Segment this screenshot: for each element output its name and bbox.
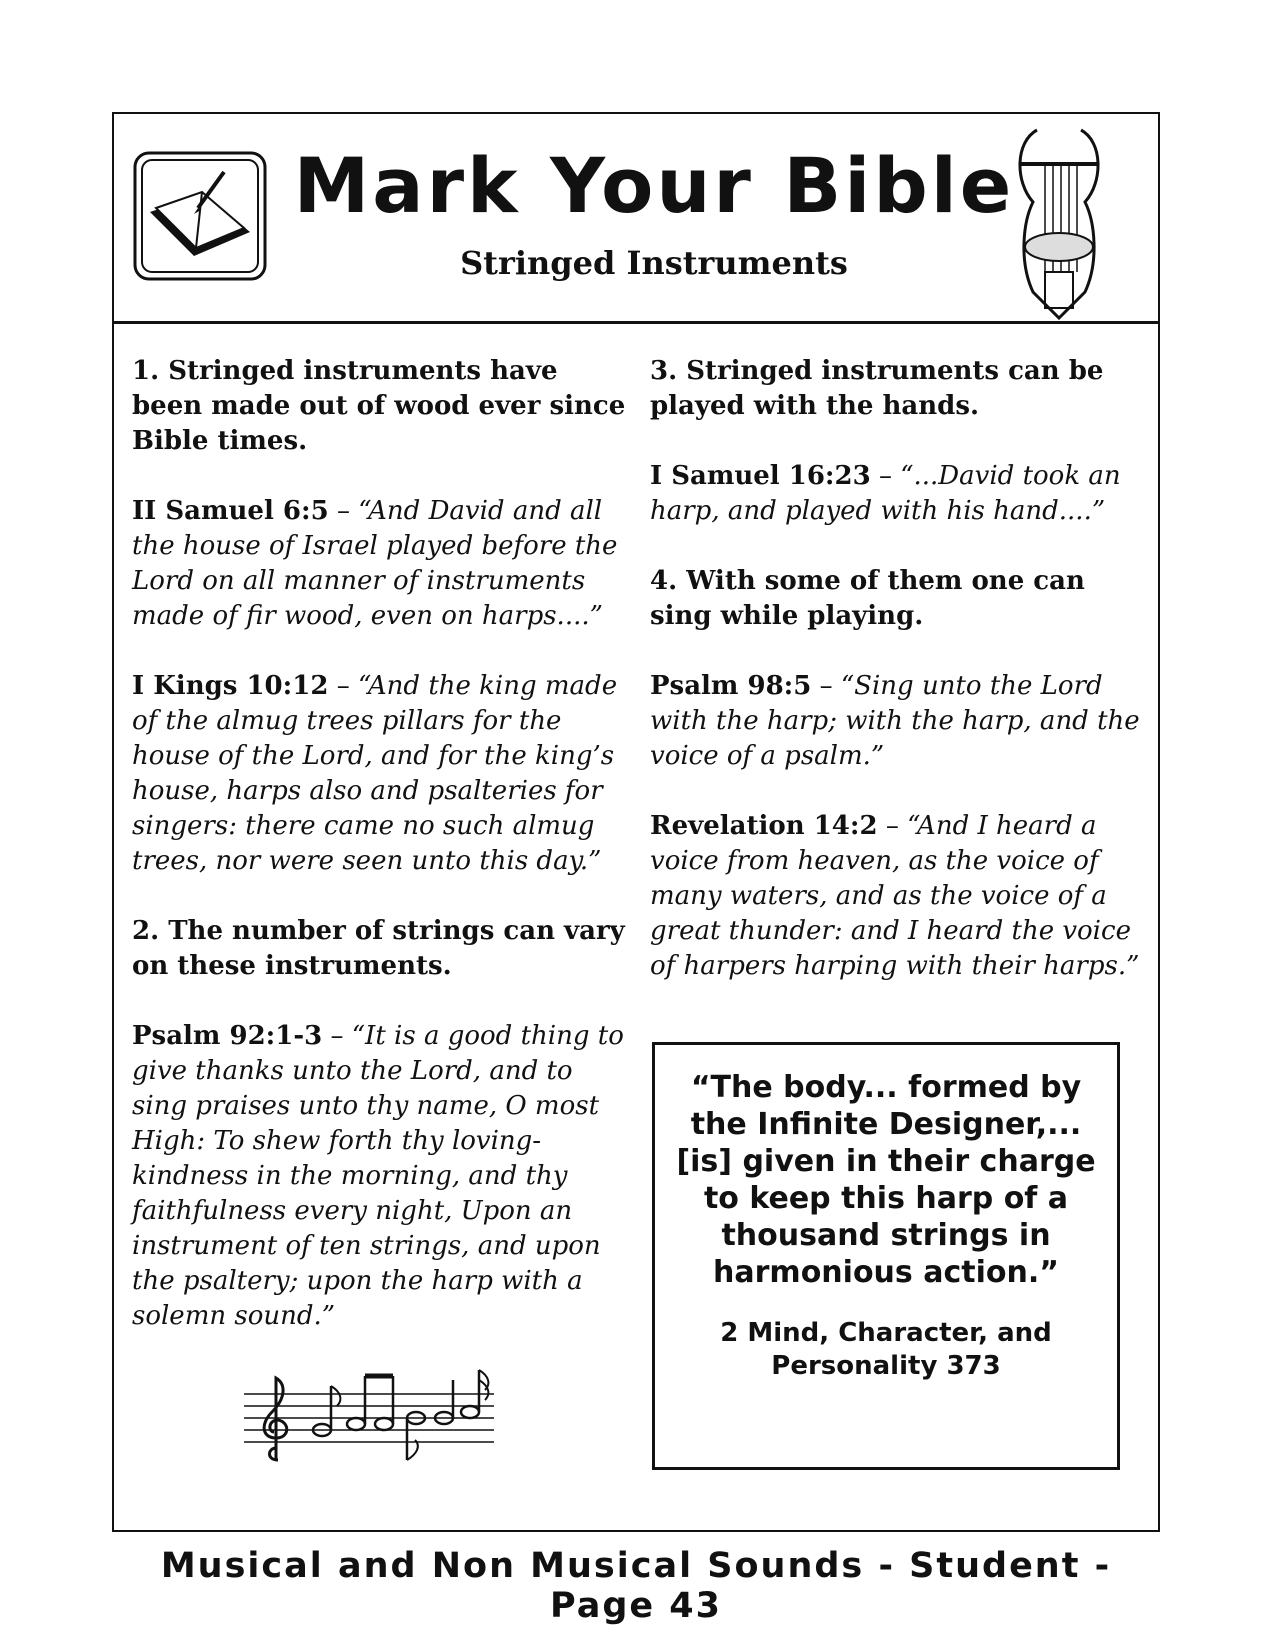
scripture-text: “...David took an harp, and played with his hand....” <box>650 461 1121 526</box>
bible-pen-icon <box>132 150 268 282</box>
dash: – <box>330 1021 344 1051</box>
quote-text: “The body... formed by the Infinite Designer,... [is] given in their charge to keep this harp of a thousand strings in harmonious action.” <box>676 1070 1096 1290</box>
scripture-reference: Psalm 92:1-3 <box>132 1021 323 1051</box>
music-notes-icon <box>244 1364 494 1469</box>
page-title: Mark Your Bible <box>293 141 1015 230</box>
dash: – <box>878 461 892 491</box>
dash: – <box>885 811 899 841</box>
scripture-reference: I Samuel 16:23 <box>650 461 871 491</box>
scripture-i-samuel-16-23 <box>650 459 1150 529</box>
page-subtitle: Stringed Instruments <box>460 244 848 282</box>
dash: – <box>336 671 350 701</box>
scripture-text: “Sing unto the Lord with the harp; with the harp, and the voice of a psalm.” <box>650 671 1140 771</box>
page-footer: Musical and Non Musical Sounds - Student - Page 43 <box>160 1546 1112 1626</box>
dash: – <box>819 671 833 701</box>
scripture-reference: Revelation 14:2 <box>650 811 878 841</box>
dash: – <box>336 496 350 526</box>
scripture-text: “And the king made of the almug trees pillars for the house of the Lord, and for the king’s house, harps also and psalteries for singers: there came no such almug trees, nor were seen unto this day.” <box>132 671 618 876</box>
scripture-reference: I Kings 10:12 <box>132 671 329 701</box>
quote-citation: 2 Mind, Character, and Personality 373 <box>720 1318 1052 1381</box>
point-2: 2. The number of strings can vary on these instruments. <box>132 916 625 981</box>
scripture-reference: II Samuel 6:5 <box>132 496 329 526</box>
scripture-text: “And David and all the house of Israel played before the Lord on all manner of instruments made of fir wood, even on harps....” <box>132 496 618 631</box>
scripture-reference: Psalm 98:5 <box>650 671 812 701</box>
right-column <box>650 354 1150 1019</box>
scripture-text: “It is a good thing to give thanks unto the Lord, and to sing praises unto thy name, O most High: To shew forth thy loving-kindness in the morning, and thy faithfulness every night, Upon an instrument of ten strings, and upon the psaltery; upon the harp with a solemn sound.” <box>132 1021 624 1331</box>
point-1: 1. Stringed instruments have been made out of wood ever since Bible times. <box>132 356 626 456</box>
scripture-psalm-98-5 <box>650 669 1150 774</box>
left-column <box>132 354 632 1369</box>
point-4: 4. With some of them one can sing while playing. <box>650 566 1085 631</box>
scripture-text: “And I heard a voice from heaven, as the voice of many waters, and as the voice of a great thunder: and I heard the voice of harpers harping with their harps.” <box>650 811 1140 981</box>
quote-box <box>652 1042 1120 1470</box>
page-frame <box>112 112 1160 1532</box>
header <box>114 114 1158 324</box>
point-3: 3. Stringed instruments can be played with the hands. <box>650 356 1104 421</box>
lyre-icon <box>1009 122 1109 322</box>
scripture-i-kings-10-12 <box>132 669 632 879</box>
scripture-revelation-14-2 <box>650 809 1150 984</box>
scripture-psalm-92-1-3 <box>132 1019 632 1334</box>
scripture-ii-samuel-6-5 <box>132 494 632 634</box>
